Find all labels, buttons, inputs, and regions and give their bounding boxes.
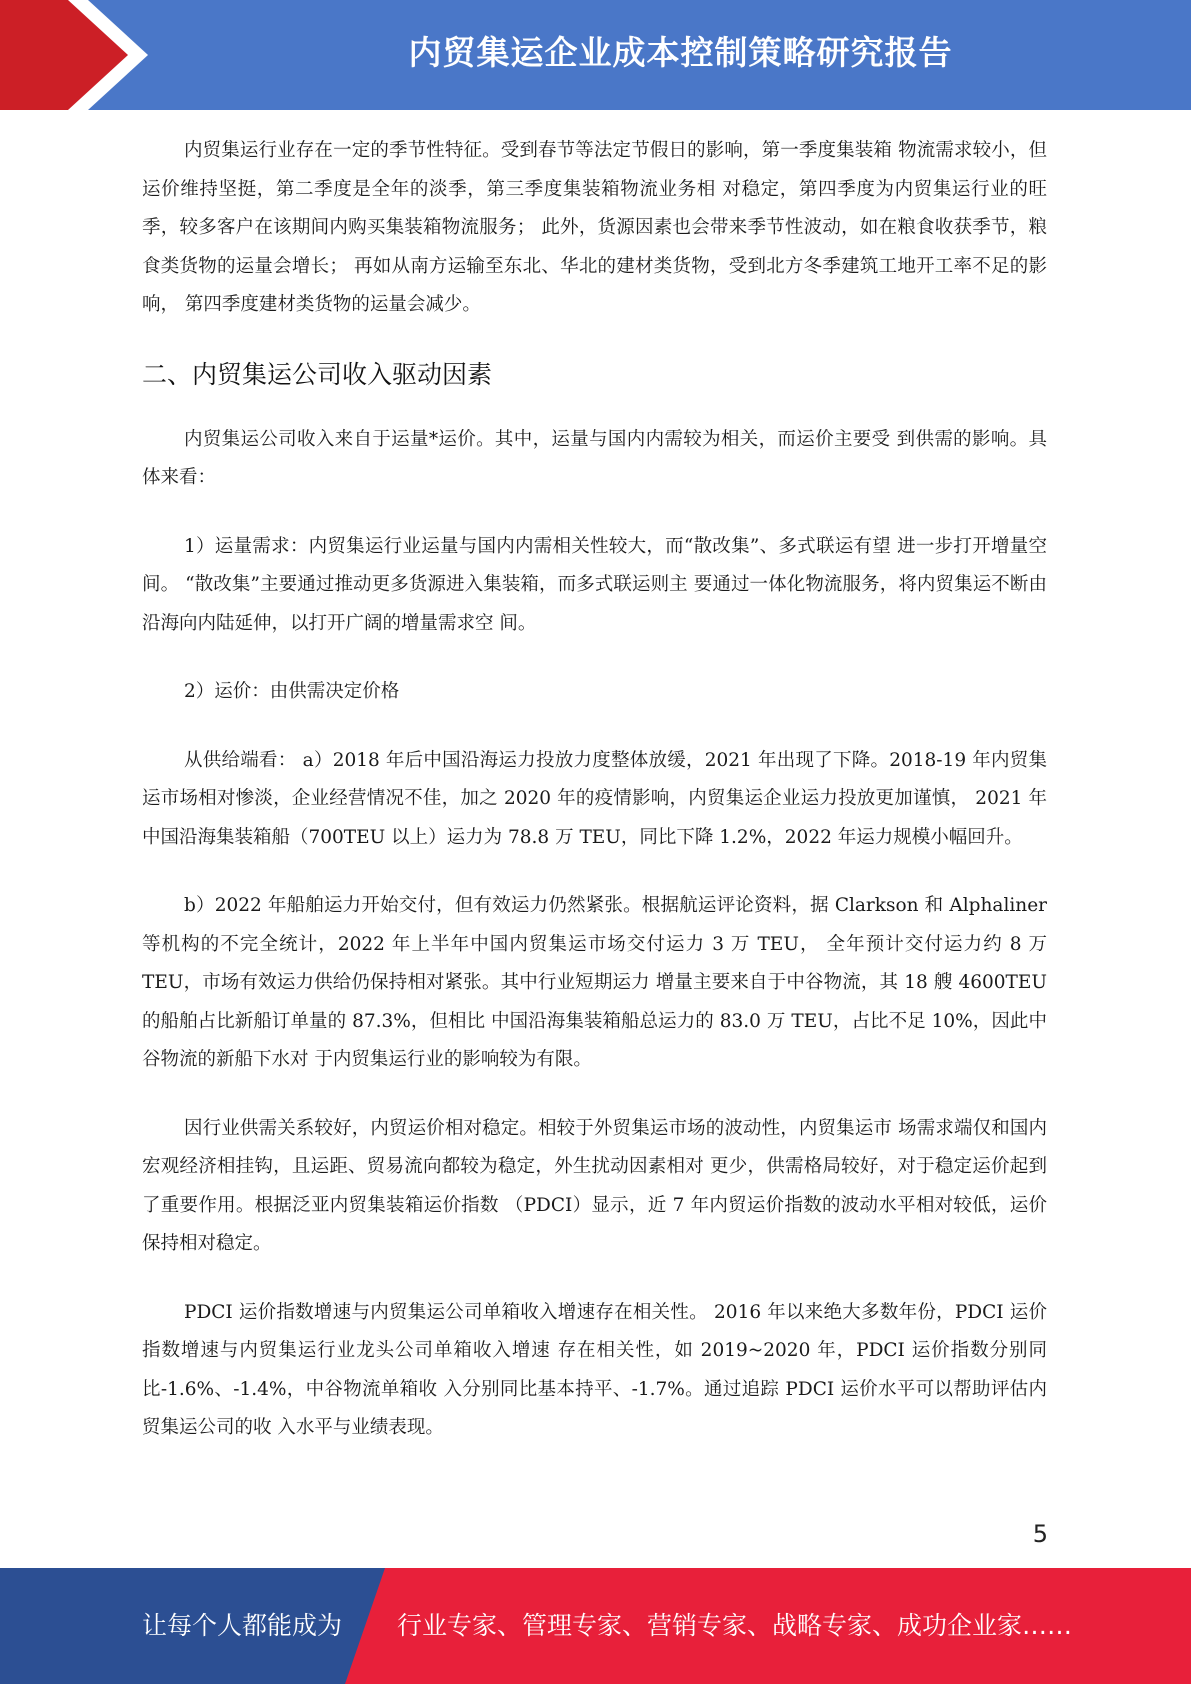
paragraph-stable-rates: 因行业供需关系较好，内贸运价相对稳定。相较于外贸集运市场的波动性，内贸集运市 场需求端仅和国内宏观经济相挂钩，且运距、贸易流向都较为稳定，外生扰动因素相对 更少，供需格局较好，对于稳定运价起到了重要作用。根据泛亚内贸集装箱运价指数 （PDCI）显示，近 7 年内贸运价指数的波动水平相对较低，运价保持相对稳定。: [142, 1117, 1047, 1254]
page-content: [142, 132, 1047, 1448]
paragraph-freight-rate: 2）运价：由供需决定价格: [184, 681, 400, 702]
paragraph-seasonality: 内贸集运行业存在一定的季节性特征。受到春节等法定节假日的影响，第一季度集装箱 物流需求较小，但运价维持坚挺，第二季度是全年的淡季，第三季度集装箱物流业务相 对稳定，第四季度为内贸集运行业的旺季，较多客户在该期间内购买集装箱物流服务； 此外，货源因素也会带来季节性波动，如在粮食收获季节，粮食类货物的运量会增长； 再如从南方运输至东北、华北的建材类货物，受到北方冬季建筑工地开工率不足的影响， 第四季度建材类货物的运量会减少。: [142, 140, 1047, 315]
footer-slogan-right: 行业专家、管理专家、营销专家、战略专家、成功企业家……: [397, 1611, 1073, 1640]
report-title: 内贸集运企业成本控制策略研究报告: [408, 33, 953, 72]
page-header: [0, 0, 1191, 110]
paragraph-supply-a: 从供给端看： a）2018 年后中国沿海运力投放力度整体放缓，2021 年出现了下降。2018-19 年内贸集 运市场相对惨淡，企业经营情况不佳，加之 2020 年的疫情影响，内贸集运企业运力投放更加谨慎， 2021 年中国沿海集装箱船（700TEU 以上）运力为 78.8 万 TEU，同比下降 1.2%，2022 年运力规模小幅回升。: [142, 749, 1047, 848]
section-heading: 二、内贸集运公司收入驱动因素: [142, 359, 493, 389]
page-number: 5: [1032, 1520, 1048, 1548]
footer-slogan-left: 让每个人都能成为: [142, 1611, 343, 1640]
paragraph-volume-demand: 1）运量需求：内贸集运行业运量与国内内需相关性较大，而“散改集”、多式联运有望 进一步打开增量空间。 “散改集”主要通过推动更多货源进入集装箱，而多式联运则主 要通过一体化物流服务，将内贸集运不断由沿海向内陆延伸，以打开广阔的增量需求空 间。: [142, 535, 1047, 634]
paragraph-pdci-correlation: PDCI 运价指数增速与内贸集运公司单箱收入增速存在相关性。 2016 年以来绝大多数年份，PDCI 运价指数增速与内贸集运行业龙头公司单箱收入增速 存在相关性，如 2019~2020 年，PDCI 运价指数分别同比-1.6%、-1.4%，中谷物流单箱收 入分别同比基本持平、-1.7%。通过追踪 PDCI 运价水平可以帮助评估内贸集运公司的收 入水平与业绩表现。: [142, 1301, 1047, 1438]
paragraph-revenue-drivers: 内贸集运公司收入来自于运量*运价。其中，运量与国内内需较为相关，而运价主要受 到供需的影响。具体来看：: [142, 428, 1047, 488]
paragraph-supply-b: b）2022 年船舶运力开始交付，但有效运力仍然紧张。根据航运评论资料，据 Clarkson 和 Alphaliner 等机构的不完全统计，2022 年上半年中国内贸集运市场交付运力 3 万 TEU， 全年预计交付运力约 8 万 TEU，市场有效运力供给仍保持相对紧张。其中行业短期运力 增量主要来自于中谷物流，其 18 艘 4600TEU 的船舶占比新船订单量的 87.3%，但相比 中国沿海集装箱船总运力的 83.0 万 TEU，占比不足 10%，因此中谷物流的新船下水对 于内贸集运行业的影响较为有限。: [142, 895, 1047, 1070]
page-footer: [0, 1568, 1191, 1684]
